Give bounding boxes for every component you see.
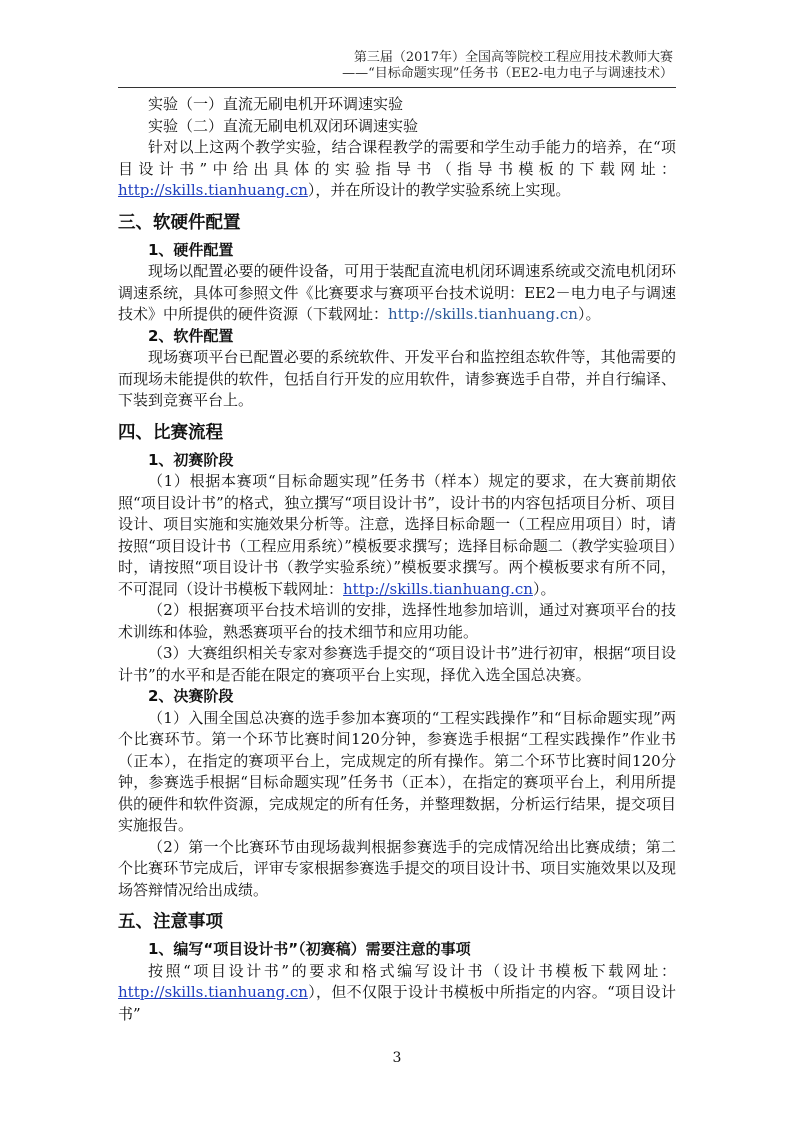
document-body bbox=[118, 94, 676, 1025]
header-divider bbox=[118, 87, 676, 88]
download-link[interactable]: http://skills.tianhuang.cn bbox=[118, 181, 308, 199]
section-3-sub-2: 2、软件配置 bbox=[148, 326, 234, 345]
preliminary-paragraph-1 bbox=[118, 471, 676, 600]
section-4-sub-2: 2、决赛阶段 bbox=[148, 687, 234, 705]
preliminary-paragraph-3: （3）大赛组织相关专家对参赛选手提交的“项目设计书”进行初审，根据“项目设计书”的水平和是否能在限定的赛项平台上实现，择优入选全国总决赛。 bbox=[118, 644, 676, 684]
experiment-2: 实验（二）直流无刷电机双闭环调速实验 bbox=[148, 116, 419, 135]
notes-paragraph bbox=[118, 961, 676, 1026]
software-paragraph: 现场赛项平台已配置必要的系统软件、开发平台和监控组态软件等，其他需要的而现场未能提供的软件，包括自行开发的应用软件，请参赛选手自带，并自行编译、下装到竞赛平台上。 bbox=[118, 348, 676, 409]
page-header bbox=[118, 50, 673, 82]
experiment-1: 实验（一）直流无刷电机开环调速实验 bbox=[148, 95, 404, 113]
template-download-link[interactable]: http://skills.tianhuang.cn bbox=[343, 579, 533, 598]
hardware-text-a: 现场以配置必要的硬件设备，可用于装配直流电机闭环调速系统或交流电机闭环调速系统，具体可参照文件《比赛要求与赛项平台技术说明：EE2－电力电子与调速技术》中所提供的硬件资源（下载网址： bbox=[118, 262, 676, 323]
intro-text-a: 针对以上这两个教学实验，结合课程教学的需要和学生动手能力的培养，在“项目设计书”中给出具体的实验指导书（指导书模板的下载网址： bbox=[118, 138, 676, 178]
intro-paragraph bbox=[118, 137, 676, 202]
header-title: 第三届（2017年）全国高等院校工程应用技术教师大赛 bbox=[353, 50, 673, 65]
section-4-heading: 四、比赛流程 bbox=[118, 422, 223, 443]
section-5-sub-1: 1、编写“项目设计书”（初赛稿）需要注意的事项 bbox=[148, 940, 471, 958]
hardware-url: http://skills.tianhuang.cn bbox=[388, 305, 578, 323]
header-subtitle: ——“目标命题实现”任务书（EE2-电力电子与调速技术） bbox=[342, 66, 673, 81]
notes-text-a: 按照“项目设计书”的要求和格式编写设计书（设计书模板下载网址： bbox=[148, 961, 676, 980]
preliminary-text-a: （1）根据本赛项“目标命题实现”任务书（样本）规定的要求，在大赛前期依照“项目设计书”的格式，独立撰写“项目设计书”，设计书的内容包括项目分析、项目设计、项目实施和实施效果分析等。注意，选择目标命题一（工程应用项目）时，请按照“项目设计书（工程应用系统）”模板要求撰写；选择目标命题二（教学实验项目）时，请按照“项目设计书（教学实验系统）”模板要求撰写。两个模板要求有所不同，不可混同（设计书模板下载网址： bbox=[118, 472, 676, 598]
section-3-sub-1: 1、硬件配置 bbox=[148, 240, 234, 259]
section-5-heading: 五、注意事项 bbox=[118, 912, 223, 932]
preliminary-text-b: ）。 bbox=[532, 579, 556, 598]
hardware-text-b: ）。 bbox=[577, 305, 601, 323]
intro-text-b: ），并在所设计的教学实验系统上实现。 bbox=[307, 181, 571, 199]
section-4-sub-1: 1、初赛阶段 bbox=[148, 450, 234, 469]
preliminary-paragraph-2: （2）根据赛项平台技术培训的安排，选择性地参加培训，通过对赛项平台的技术训练和体验，熟悉赛项平台的技术细节和应用功能。 bbox=[118, 601, 676, 641]
hardware-paragraph bbox=[118, 261, 676, 326]
final-paragraph-1: （1）入围全国总决赛的选手参加本赛项的“工程实践操作”和“目标命题实现”两个比赛环节。第一个环节比赛时间120分钟，参赛选手根据“工程实践操作”作业书（正本），在指定的赛项平台上，完成规定的所有操作。第二个环节比赛时间120分钟，参赛选手根据“目标命题实现”任务书（正本），在指定的赛项平台上，利用所提供的硬件和软件资源，完成规定的所有任务，并整理数据，分析运行结果，提交项目实施报告。 bbox=[118, 708, 676, 834]
notes-text-b: ），但不仅限于设计书模板中所指定的内容。“项目设计书” bbox=[118, 983, 676, 1023]
section-3-heading: 三、软硬件配置 bbox=[118, 212, 241, 233]
notes-download-link[interactable]: http://skills.tianhuang.cn bbox=[118, 983, 308, 1001]
final-paragraph-2: （2）第一个比赛环节由现场裁判根据参赛选手的完成情况给出比赛成绩；第二个比赛环节完成后，评审专家根据参赛选手提交的项目设计书、项目实施效果以及现场答辩情况给出成绩。 bbox=[118, 837, 676, 899]
page-number: 3 bbox=[392, 1050, 402, 1066]
